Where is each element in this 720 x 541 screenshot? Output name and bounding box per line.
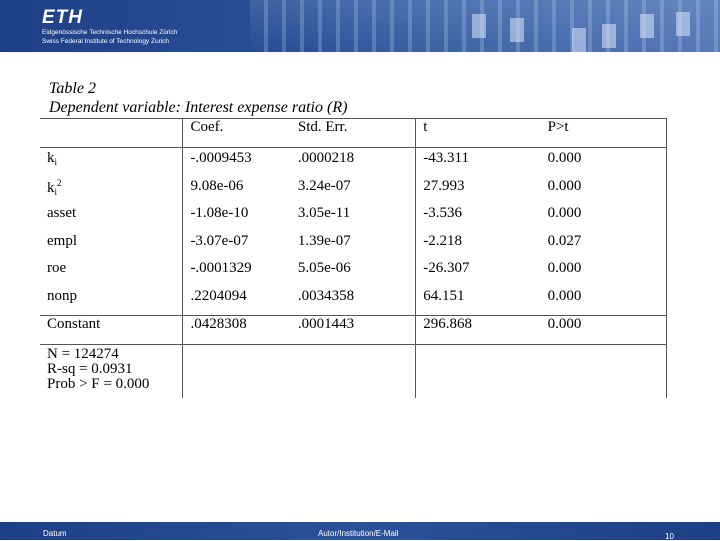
building-window [572, 28, 586, 52]
table-row-constant [40, 316, 667, 345]
row-variable: nonp [47, 287, 77, 304]
row-variable: $k_i^2$ [47, 177, 62, 197]
row-t: 27.993 [416, 178, 541, 206]
table-header-row [40, 119, 667, 148]
row-std-err: 3.05e-11 [297, 205, 351, 221]
page-number: 10 [665, 532, 674, 541]
stats-empty-cell [183, 344, 416, 398]
row-std-err: .0034358 [297, 287, 355, 304]
row-t: -43.311 [416, 148, 541, 178]
row-coef: 9.08e-06 [183, 178, 291, 206]
table-row [40, 148, 667, 178]
stat-prob-f: Prob > F = 0.000 [47, 375, 150, 392]
table-row [40, 205, 667, 233]
row-variable: empl [47, 232, 77, 249]
row-variable: roe [47, 260, 67, 276]
table-title: Table 2 [49, 80, 96, 97]
row-std-err: .0000218 [297, 150, 355, 166]
row-t: 64.151 [416, 288, 541, 316]
table-row [40, 260, 667, 288]
row-p: 0.000 [541, 148, 667, 178]
building-window [510, 18, 524, 42]
footer-date: Datum [43, 529, 67, 538]
row-t: 296.868 [416, 316, 541, 345]
table-row [40, 178, 667, 206]
row-variable: Constant [40, 316, 183, 345]
row-t: -26.307 [416, 260, 541, 288]
eth-logo: ETH [42, 7, 83, 28]
row-p: 0.000 [541, 260, 667, 288]
row-coef: .2204094 [183, 288, 291, 316]
stats-empty-cell [416, 344, 667, 398]
header-std-err: Std. Err. [291, 119, 416, 148]
row-coef: -.0009453 [183, 148, 291, 178]
stat-n: N = 124274 [47, 345, 119, 362]
row-variable: $k_i$ [47, 150, 58, 167]
row-std-err: 5.05e-06 [297, 260, 351, 276]
footer-author: Autor/Institution/E-Mail [318, 529, 399, 538]
table-row [40, 233, 667, 261]
row-p: 0.000 [541, 178, 667, 206]
table-subtitle: Dependent variable: Interest expense ratio (R) [49, 99, 348, 116]
row-t: -3.536 [416, 205, 541, 233]
stat-rsq: R-sq = 0.0931 [47, 360, 133, 377]
row-std-err: 3.24e-07 [297, 177, 351, 194]
row-p: 0.027 [541, 233, 667, 261]
row-p: 0.000 [541, 205, 667, 233]
row-std-err: 1.39e-07 [297, 232, 351, 249]
building-window [472, 14, 486, 38]
header-banner [0, 0, 720, 52]
row-coef: .0428308 [183, 316, 291, 345]
model-stats-row [40, 344, 667, 398]
header-coef: Coef. [183, 119, 291, 148]
header-variable [40, 119, 183, 148]
building-window [640, 14, 654, 38]
row-t: -2.218 [416, 233, 541, 261]
building-window [602, 24, 616, 48]
row-coef: -.0001329 [183, 260, 291, 288]
regression-table [40, 118, 667, 398]
logo-subtitle-de: Eidgenössische Technische Hochschule Zürich [42, 29, 178, 36]
row-std-err: .0001443 [291, 316, 416, 345]
logo-subtitle-en: Swiss Federal Institute of Technology Zurich [42, 38, 170, 45]
row-coef: -1.08e-10 [183, 205, 291, 233]
header-t: t [416, 119, 541, 148]
row-p: 0.000 [541, 316, 667, 345]
row-coef: -3.07e-07 [183, 233, 291, 261]
row-variable: asset [47, 205, 77, 221]
row-p: 0.000 [541, 288, 667, 316]
building-window [676, 12, 690, 36]
table-row [40, 288, 667, 316]
header-p: P>t [541, 119, 667, 148]
model-stats [40, 344, 183, 398]
